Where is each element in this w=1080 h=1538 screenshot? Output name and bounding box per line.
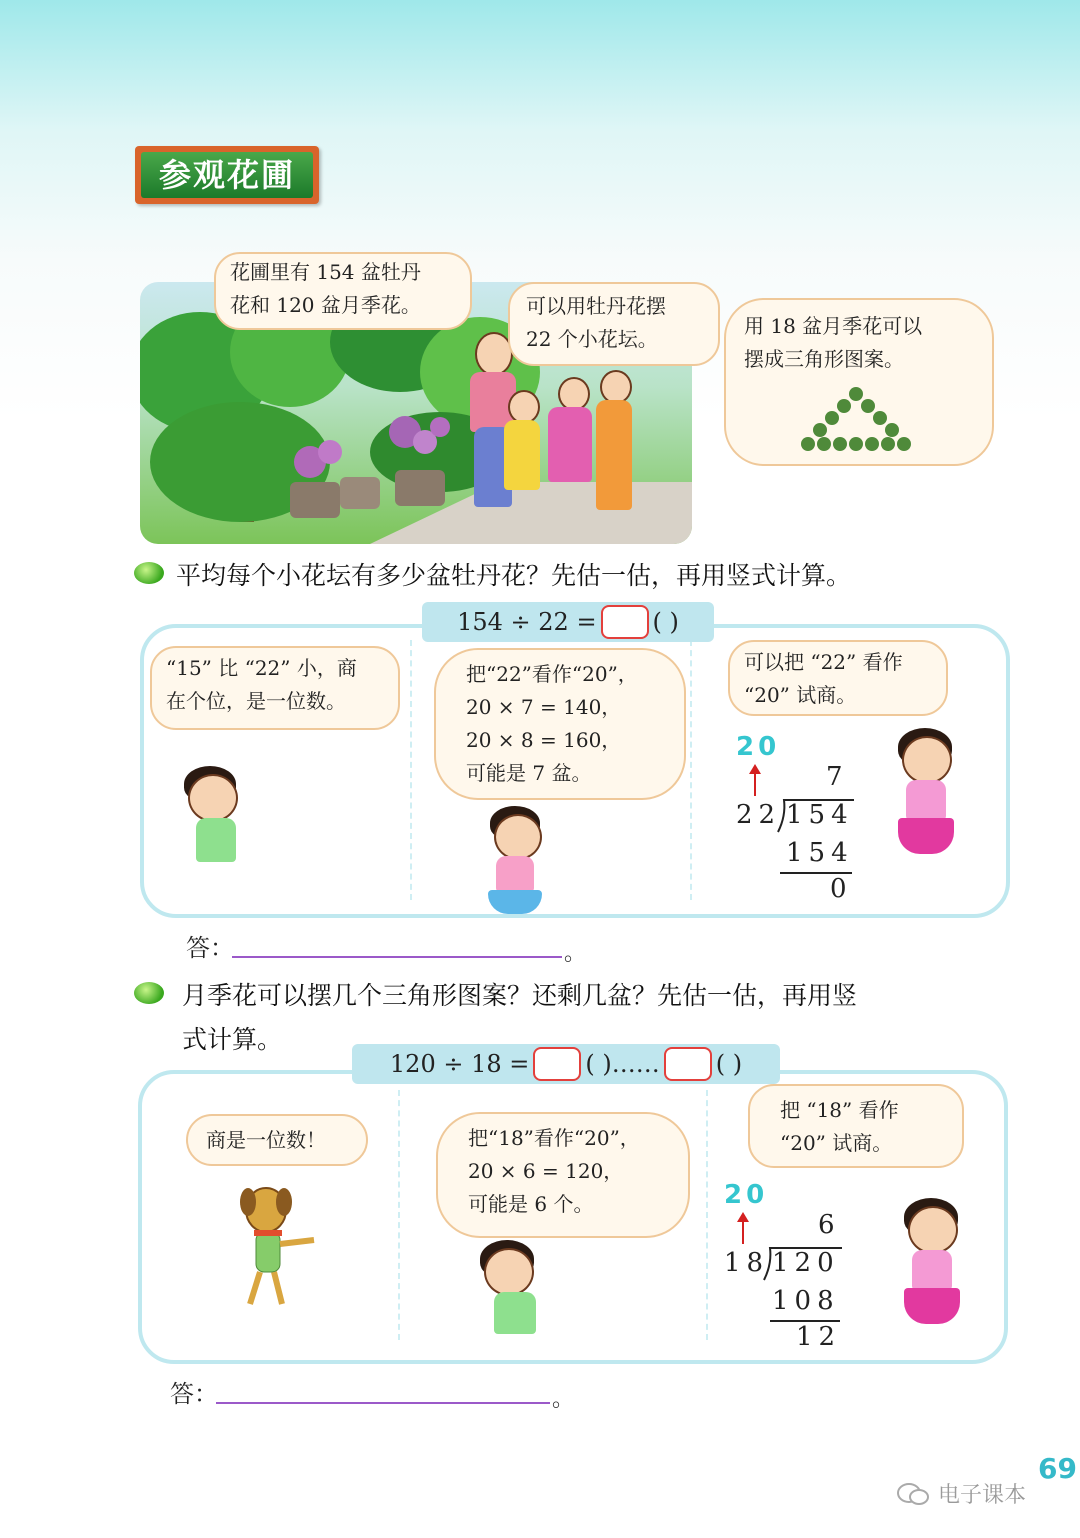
bubble-line: 可能是 7 盆。 — [466, 761, 592, 785]
girl-pink-body — [548, 407, 592, 482]
equation-2-unit-2: ( ) — [715, 1050, 743, 1078]
kid2-bubble — [724, 298, 994, 466]
bubble-line: 20 × 7 = 140， — [466, 695, 622, 719]
equation-1-unit: ( ) — [652, 608, 679, 636]
bubble-line: 22 个小花坛。 — [526, 327, 658, 351]
trial-divisor-1: 20 — [736, 732, 781, 762]
girl-shirt-2 — [906, 780, 946, 820]
dog-figure — [226, 1180, 326, 1310]
bullet-icon — [134, 562, 164, 584]
girl-face — [494, 814, 542, 860]
panel-divider — [690, 640, 692, 900]
bubble-line: 用 18 盆月季花可以 — [744, 314, 923, 338]
product-1: 154 — [786, 838, 854, 868]
section-title-plate — [135, 146, 319, 204]
remainder-2: 12 — [796, 1322, 842, 1352]
bubble-line: “20” 试商。 — [780, 1131, 893, 1155]
divisor-1: 22 — [736, 800, 782, 830]
question-2-cont: 式计算。 — [182, 1025, 283, 1054]
panel1-bubble-3 — [728, 640, 948, 716]
question-1: 平均每个小花坛有多少盆牡丹花？先估一估，再用竖式计算。 — [176, 561, 852, 590]
bubble-line: 把 “18” 看作 — [780, 1098, 899, 1122]
equation-2-unit: ( ) — [585, 1050, 612, 1078]
girl-face-2 — [902, 736, 952, 784]
answer-input-1[interactable] — [232, 956, 562, 958]
equation-2 — [352, 1044, 780, 1084]
bubble-line: 20 × 6 = 120， — [468, 1159, 624, 1183]
bullet-icon — [134, 982, 164, 1004]
bubble-line: 可以把 “22” 看作 — [744, 650, 903, 674]
answer-label-2: 答： — [170, 1380, 218, 1408]
girl-face-3 — [908, 1206, 958, 1254]
quotient-2: 6 — [818, 1210, 841, 1240]
girl-yellow-figure — [508, 390, 540, 424]
kid1-bubble — [508, 282, 720, 366]
bubble-line: 花圃里有 154 盆牡丹 — [230, 260, 421, 284]
quotient-answer-box-2[interactable] — [533, 1047, 581, 1081]
bubble-line: “20” 试商。 — [744, 683, 857, 707]
panel1-bubble-1 — [150, 646, 400, 730]
panel2-bubble-3 — [748, 1084, 964, 1168]
bubble-line: 商是一位数！ — [206, 1128, 326, 1152]
panel-divider — [706, 1090, 708, 1340]
bubble-line: 可能是 6 个。 — [468, 1192, 594, 1216]
up-arrow-icon — [754, 772, 756, 796]
quotient-1: 7 — [826, 762, 849, 792]
answer-label-1: 答： — [186, 934, 234, 962]
wechat-icon — [896, 1481, 930, 1507]
bubble-line: 摆成三角形图案。 — [744, 347, 904, 371]
remainder-dots: …… — [611, 1050, 660, 1078]
trial-divisor-2: 20 — [724, 1180, 769, 1210]
bubble-line: 20 × 8 = 160， — [466, 728, 622, 752]
quotient-answer-box[interactable] — [601, 605, 649, 639]
remainder-answer-box[interactable] — [664, 1047, 712, 1081]
teacher-bubble — [214, 252, 472, 330]
boy-shirt — [196, 818, 236, 862]
bubble-line: 把“18”看作“20”， — [468, 1126, 640, 1150]
panel1-bubble-2 — [434, 648, 686, 800]
boy-orange-figure — [600, 370, 632, 404]
girl-yellow-body — [504, 420, 540, 490]
girl-skirt-3 — [904, 1288, 960, 1324]
equation-2-left: 120 ÷ 18 = — [389, 1050, 530, 1078]
triangle-flower-pattern — [786, 386, 926, 456]
dividend-1: 154 — [786, 800, 854, 830]
boy-orange-body — [596, 400, 632, 510]
bubble-line: 在个位，是一位数。 — [166, 689, 346, 713]
divisor-2: 18 — [724, 1248, 770, 1278]
girl-skirt-2 — [898, 818, 954, 854]
panel2-bubble-2 — [436, 1112, 690, 1238]
bubble-line: 花和 120 盆月季花。 — [230, 293, 421, 317]
bubble-line: 把“22”看作“20”， — [466, 662, 638, 686]
section-title: 参观花圃 — [141, 152, 313, 198]
remainder-1: 0 — [830, 874, 853, 904]
page-number: 69 — [1038, 1452, 1077, 1485]
boy-face — [188, 774, 238, 822]
watermark — [896, 1478, 1026, 1509]
girl-shirt-3 — [912, 1250, 952, 1290]
answer-period-2: 。 — [552, 1387, 575, 1412]
equation-1 — [422, 602, 714, 642]
boy-shirt-2 — [494, 1292, 536, 1334]
boy-face-2 — [484, 1248, 534, 1296]
panel-divider — [398, 1090, 400, 1340]
girl-pink-figure — [558, 377, 590, 411]
panel2-bubble-1 — [186, 1114, 368, 1166]
answer-period-1: 。 — [564, 941, 587, 966]
girl-shirt — [496, 856, 534, 892]
up-arrow-icon — [742, 1220, 744, 1244]
equation-1-left: 154 ÷ 22 = — [457, 608, 597, 636]
answer-input-2[interactable] — [216, 1402, 550, 1404]
question-2: 月季花可以摆几个三角形图案？还剩几盆？先估一估，再用竖 — [182, 981, 858, 1010]
bubble-line: “15” 比 “22” 小，商 — [166, 656, 357, 680]
dividend-2: 120 — [772, 1248, 840, 1278]
product-2: 108 — [772, 1286, 840, 1316]
watermark-text: 电子课本 — [938, 1483, 1027, 1508]
panel-divider — [410, 640, 412, 900]
bubble-line: 可以用牡丹花摆 — [526, 294, 666, 318]
